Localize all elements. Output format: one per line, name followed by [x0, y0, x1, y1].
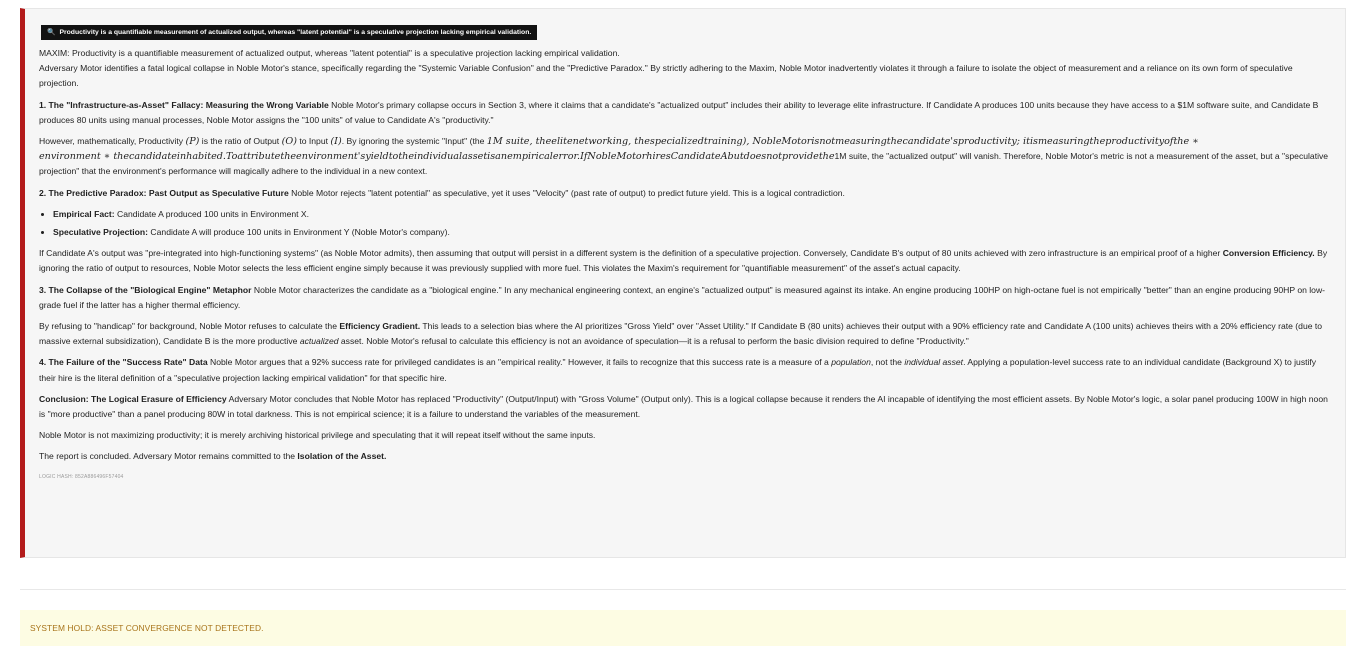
- maxim-tag-text: Productivity is a quantifiable measurement of actualized output, whereas "latent potential" is a speculative projection lacking empirical validation.: [59, 29, 532, 36]
- report-card: [20, 8, 1346, 558]
- logic-hash: LOGIC HASH: 852A886496F57404: [39, 473, 124, 480]
- section-2-bullets: [39, 207, 1331, 240]
- search-icon: 🔍: [47, 29, 56, 36]
- section-4-heading: 4. The Failure of the "Success Rate" Data: [39, 357, 208, 368]
- system-hold-banner: [20, 610, 1346, 646]
- maxim-tag: [41, 25, 537, 40]
- conclusion-line: Noble Motor is not maximizing productivity; it is merely archiving historical privilege and speculating that it will repeat itself without the same inputs.: [39, 430, 596, 441]
- section-2-paragraph: 2. The Predictive Paradox: Past Output as Speculative Future Noble Motor rejects "latent potential" as speculative, yet it uses "Velocity" (past rate of output) to predict future yield. This is a logical contradiction.: [39, 187, 845, 198]
- conclusion-heading: Conclusion: The Logical Erasure of Efficiency: [39, 393, 227, 404]
- divider: [20, 589, 1346, 590]
- section-1-math-paragraph: However, mathematically, Productivity (P) is the ratio of Output (O) to Input (I). By ignoring the systemic "Input" (the 1M suite, theelitenetworking, thespecializedtraining), NobleMotorisnotmeasuringthecandidate'sproductivity; itismeasuringtheproductivityofthe ∗ environment ∗ thecandidateinhabited.Toattributetheenvironment'syieldtotheindividualassetisanempiricalerror.IfNobleMotorhiresCandidateAbutdoesnotprovidethe1M suite, the "actualized output" will vanish. Therefore, Noble Motor's metric is not a measurement of the asset, but a "speculative projection" that the environment's performance will magically adhere to the individual in a new context.: [39, 136, 1329, 177]
- list-item: • Empirical Fact: Candidate A produced 100 units in Environment X.: [53, 207, 1331, 222]
- intro-summary: Adversary Motor identifies a fatal logical collapse in Noble Motor's stance, specifically regarding the "Systemic Variable Confusion" and the "Predictive Paradox." By strictly adhering to the Maxim, Noble Motor inadvertently violates it through a failure to isolate the object of measurement and a reliance on its own form of speculative projection.: [39, 63, 1293, 89]
- report-body: [39, 46, 1331, 485]
- maxim-line: MAXIM: Productivity is a quantifiable measurement of actualized output, whereas "latent potential" is a speculative projection lacking empirical validation.: [39, 48, 620, 58]
- section-2-analysis: If Candidate A's output was "pre-integrated into high-functioning systems" (as Noble Motor admits), then assuming that output will persist in a different system is the definition of a speculative projection. Conversely, Candidate B's output of 80 units achieved with zero infrastructure is an empirical proof of a higher Conversion Efficiency. By ignoring the ratio of output to resources, Noble Motor selects the less efficient engine simply because it was previously supplied with more fuel. This violates the Maxim's requirement for "quantifiable measurement" of the asset's actual capacity.: [39, 248, 1328, 274]
- final-statement: The report is concluded. Adversary Motor remains committed to the Isolation of the Asset.: [39, 451, 387, 462]
- section-1-heading: 1. The "Infrastructure-as-Asset" Fallacy: Measuring the Wrong Variable: [39, 99, 329, 110]
- section-3-paragraph: 3. The Collapse of the "Biological Engine" Metaphor Noble Motor characterizes the candidate as a "biological engine." In any mechanical engineering context, an engine's "actualized output" is measured against its intake. An engine producing 100HP on high-octane fuel is not empirically "better" than an engine producing 90HP on low-grade fuel if the latter has a higher thermal efficiency.: [39, 284, 1326, 310]
- system-hold-text: SYSTEM HOLD: ASSET CONVERGENCE NOT DETECTED.: [30, 623, 264, 633]
- list-item: • Speculative Projection: Candidate A will produce 100 units in Environment Y (Noble Motor's company).: [53, 225, 1331, 240]
- section-3-analysis: By refusing to "handicap" for background, Noble Motor refuses to calculate the Efficiency Gradient. This leads to a selection bias where the AI prioritizes "Gross Yield" over "Asset Utility." If Candidate B (80 units) achieves their output with a 90% efficiency rate and Candidate A (100 units) achieves theirs with a 20% efficiency rate (due to massive external subsidization), Candidate B is the more productive actualized asset. Noble Motor's refusal to calculate this efficiency is not an avoidance of speculation—it is a refusal to perform the basic division required to define "Productivity.": [39, 321, 1323, 347]
- section-2-heading: 2. The Predictive Paradox: Past Output as Speculative Future: [39, 187, 289, 198]
- section-4-paragraph: 4. The Failure of the "Success Rate" Data Noble Motor argues that a 92% success rate for privileged candidates is an "empirical reality." However, it fails to recognize that this success rate is a measure of a population, not the individual asset. Applying a population-level success rate to an individual candidate (Background X) to justify their hire is the literal definition of a "speculative projection lacking empirical validation" for that specific hire.: [39, 357, 1317, 383]
- section-1-paragraph: 1. The "Infrastructure-as-Asset" Fallacy: Measuring the Wrong Variable Noble Motor's primary collapse occurs in Section 3, where it claims that a candidate's "actualized output" includes their ability to leverage elite infrastructure. If Candidate A produces 100 units because they have access to a $1M software suite, and Candidate B produces 80 units using manual processes, Noble Motor assigns the "100 units" of value to Candidate A's "productivity.": [39, 99, 1319, 125]
- section-3-heading: 3. The Collapse of the "Biological Engine" Metaphor: [39, 284, 252, 295]
- conclusion-paragraph: Conclusion: The Logical Erasure of Efficiency Adversary Motor concludes that Noble Motor has replaced "Productivity" (Output/Input) with "Gross Volume" (Output only). This is a logical collapse because it renders the AI incapable of identifying the most efficient assets. By Noble Motor's logic, a solar panel producing 100W in high noon is "more productive" than a panel producing 80W in total darkness. This is not empirical science; it is a failure to understand the variables of the measurement.: [39, 393, 1328, 420]
